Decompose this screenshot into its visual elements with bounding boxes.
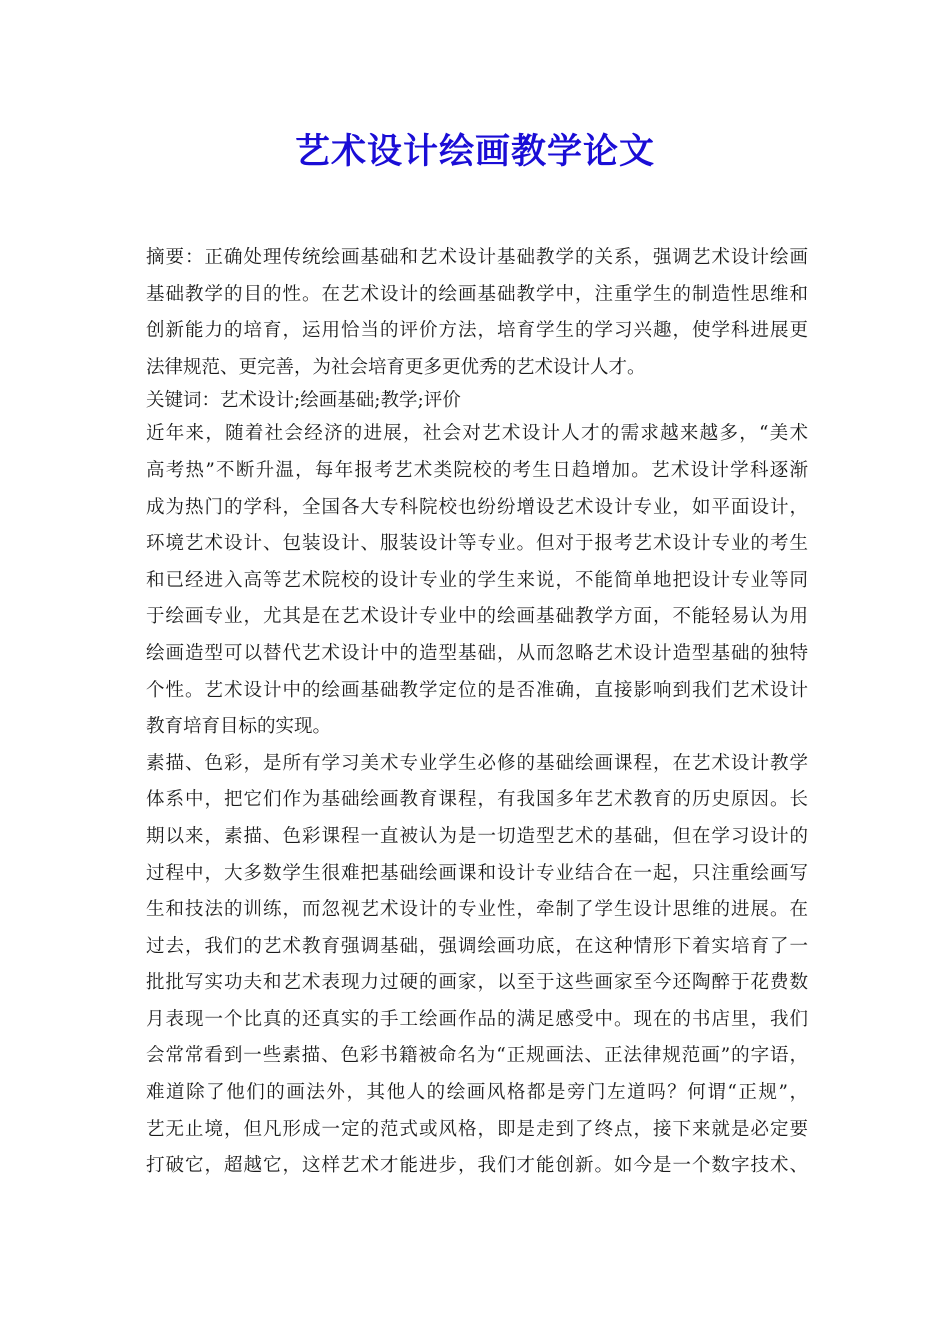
paragraph-line: 生和技法的训练，而忽视艺术设计的专业性，牵制了学生设计思维的进展。在: [146, 899, 808, 921]
paragraph-line: 于绘画专业，尤其是在艺术设计专业中的绘画基础教学方面，不能轻易认为用: [146, 606, 808, 628]
paragraph-line: 会常常看到一些素描、色彩书籍被命名为“正规画法、正法律规范画”的字语，: [146, 1045, 808, 1067]
paragraph-line: 月表现一个比真的还真实的手工绘画作品的满足感受中。现在的书店里，我们: [146, 1008, 808, 1030]
abstract-line: 基础教学的目的性。在艺术设计的绘画基础教学中，注重学生的制造性思维和: [146, 283, 808, 305]
abstract-paragraph: [146, 240, 808, 386]
document-title: 艺术设计绘画教学论文: [294, 132, 655, 172]
paragraph-line: 素描、色彩，是所有学习美术专业学生必修的基础绘画课程，在艺术设计教学: [146, 752, 808, 774]
paragraph-line: 环境艺术设计、包装设计、服装设计等专业。但对于报考艺术设计专业的考生: [146, 533, 808, 555]
body-paragraph-1: [146, 416, 808, 745]
paragraph-line: 期以来，素描、色彩课程一直被认为是一切造型艺术的基础，但在学习设计的: [146, 825, 808, 847]
paragraph-line: 绘画造型可以替代艺术设计中的造型基础，从而忽略艺术设计造型基础的独特: [146, 642, 808, 664]
paragraph-line: 艺无止境，但凡形成一定的范式或风格，即是走到了终点，接下来就是必定要: [146, 1118, 808, 1140]
abstract-line: 法律规范、更完善，为社会培育更多更优秀的艺术设计人才。: [146, 356, 646, 378]
paragraph-line: 近年来，随着社会经济的进展，社会对艺术设计人才的需求越来越多，“美术: [146, 423, 808, 445]
paragraph-line: 打破它，超越它，这样艺术才能进步，我们才能创新。如今是一个数字技术、: [146, 1155, 808, 1177]
paragraph-line: 和已经进入高等艺术院校的设计专业的学生来说，不能简单地把设计专业等同: [146, 569, 808, 591]
paragraph-line: 教育培育目标的实现。: [146, 716, 332, 738]
abstract-line: 创新能力的培育，运用恰当的评价方法，培育学生的学习兴趣，使学科进展更: [146, 320, 808, 342]
abstract-line: 摘要：正确处理传统绘画基础和艺术设计基础教学的关系，强调艺术设计绘画: [146, 247, 808, 268]
paragraph-line: 成为热门的学科，全国各大专科院校也纷纷增设艺术设计专业，如平面设计，: [146, 496, 808, 518]
paragraph-line: 个性。艺术设计中的绘画基础教学定位的是否准确，直接影响到我们艺术设计: [146, 679, 808, 701]
paragraph-line: 过去，我们的艺术教育强调基础，强调绘画功底，在这种情形下着实培育了一: [146, 935, 808, 957]
document-body: [146, 240, 808, 1185]
paragraph-line: 过程中，大多数学生很难把基础绘画课和设计专业结合在一起，只注重绘画写: [146, 862, 808, 884]
keywords-line: 关键词：艺术设计;绘画基础;教学;评价: [146, 390, 461, 412]
paragraph-line: 体系中，把它们作为基础绘画教育课程，有我国多年艺术教育的历史原因。长: [146, 789, 808, 811]
paragraph-line: 高考热”不断升温，每年报考艺术类院校的考生日趋增加。艺术设计学科逐渐: [146, 459, 808, 481]
paragraph-line: 批批写实功夫和艺术表现力过硬的画家，以至于这些画家至今还陶醉于花费数: [146, 972, 808, 994]
paragraph-line: 难道除了他们的画法外，其他人的绘画风格都是旁门左道吗？何谓“正规”，: [146, 1082, 808, 1104]
body-paragraph-2: [146, 746, 808, 1185]
